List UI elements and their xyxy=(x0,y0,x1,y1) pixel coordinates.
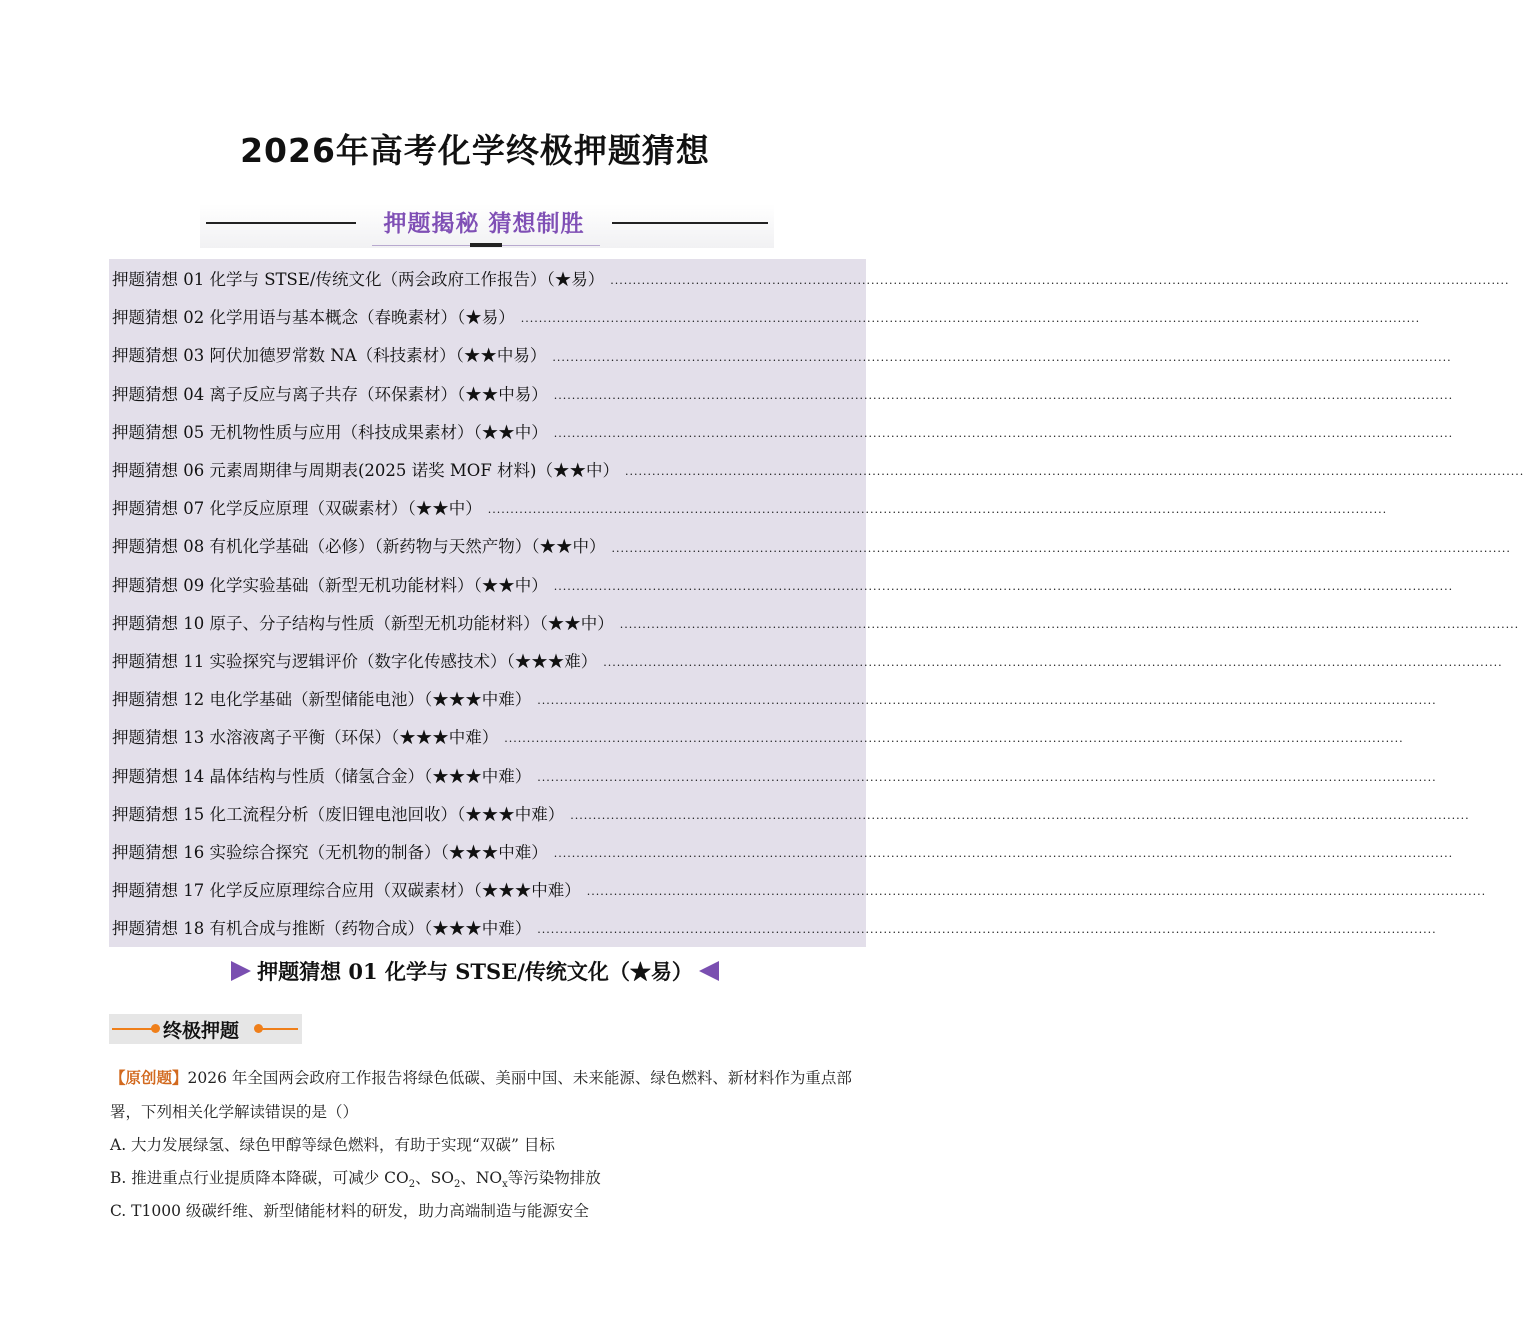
toc-item[interactable] xyxy=(109,488,1388,526)
label-left-dash xyxy=(112,1028,152,1030)
toc-item[interactable] xyxy=(109,641,1503,679)
toc-leader-dots: ........................................................................................................................................................................................................ xyxy=(553,579,1454,593)
table-of-contents xyxy=(109,259,1524,947)
toc-item[interactable] xyxy=(109,832,1454,870)
subscript: 2 xyxy=(408,1179,416,1191)
toc-item-text: 押题猜想 10 原子、分子结构与性质（新型无机功能材料）（★★中） xyxy=(112,613,614,633)
toc-item-text: 押题猜想 06 元素周期律与周期表(2025 诺奖 MOF 材料)（★★中） xyxy=(112,461,619,481)
document-title: 2026年高考化学终极押题猜想 xyxy=(240,131,710,170)
option-c: C. T1000 级碳纤维、新型储能材料的研发，助力高端制造与能源安全 xyxy=(110,1202,589,1220)
toc-item[interactable] xyxy=(109,259,1510,297)
label-text: 终极押题 xyxy=(163,1020,240,1042)
toc-item[interactable] xyxy=(109,679,1437,717)
toc-item-text: 押题猜想 05 无机物性质与应用（科技成果素材）（★★中） xyxy=(112,422,548,442)
toc-leader-dots: ........................................................................................................................................................................................................ xyxy=(624,465,1524,479)
toc-item[interactable] xyxy=(109,565,1454,603)
option-b-text: 等污染物排放 xyxy=(507,1169,601,1187)
question-label xyxy=(109,1014,302,1044)
option-b-text: B. 推进重点行业提质降本降碳，可减少 CO xyxy=(110,1169,409,1187)
toc-item-text: 押题猜想 15 化工流程分析（废旧锂电池回收）（★★★中难） xyxy=(112,804,565,824)
question-tag: 【原创题】 xyxy=(110,1069,188,1087)
banner-text: 押题揭秘 猜想制胜 xyxy=(383,211,585,237)
toc-leader-dots: ........................................................................................................................................................................................................ xyxy=(570,808,1470,822)
triangle-right-icon xyxy=(231,961,251,981)
toc-leader-dots: ........................................................................................................................................................................................................ xyxy=(610,274,1510,288)
banner-left-rule xyxy=(206,222,356,224)
toc-item-text: 押题猜想 08 有机化学基础（必修）（新药物与天然产物）（★★中） xyxy=(112,537,606,557)
toc-item-text: 押题猜想 11 实验探究与逻辑评价（数字化传感技术）（★★★难） xyxy=(112,651,598,671)
toc-item[interactable] xyxy=(109,297,1421,335)
toc-item-text: 押题猜想 12 电化学基础（新型储能电池）（★★★中难） xyxy=(112,690,532,710)
option-b-text: 、SO xyxy=(415,1169,454,1187)
toc-item-text: 押题猜想 09 化学实验基础（新型无机功能材料）（★★中） xyxy=(112,575,548,595)
section-banner xyxy=(200,204,774,248)
toc-leader-dots: ........................................................................................................................................................................................................ xyxy=(537,923,1437,937)
toc-leader-dots: ........................................................................................................................................................................................................ xyxy=(586,885,1487,899)
toc-item-text: 押题猜想 04 离子反应与离子共存（环保素材）（★★中易） xyxy=(112,384,548,404)
toc-item[interactable] xyxy=(109,908,1437,946)
subscript: 2 xyxy=(453,1179,461,1191)
toc-item-text: 押题猜想 01 化学与 STSE/传统文化（两会政府工作报告）（★易） xyxy=(112,270,605,290)
banner-underline-block xyxy=(470,243,502,247)
toc-leader-dots: ........................................................................................................................................................................................................ xyxy=(537,694,1437,708)
toc-item[interactable] xyxy=(109,450,1524,488)
toc-leader-dots: ........................................................................................................................................................................................................ xyxy=(619,617,1520,631)
subscript: x xyxy=(502,1179,508,1191)
toc-item-text: 押题猜想 03 阿伏加德罗常数 NA（科技素材）（★★中易） xyxy=(112,346,547,366)
section-heading xyxy=(0,956,950,986)
toc-item[interactable] xyxy=(109,755,1437,793)
toc-leader-dots: ........................................................................................................................................................................................................ xyxy=(553,426,1454,440)
toc-leader-dots: ........................................................................................................................................................................................................ xyxy=(603,656,1503,670)
toc-item[interactable] xyxy=(109,603,1520,641)
toc-item[interactable] xyxy=(109,870,1487,908)
toc-leader-dots: ........................................................................................................................................................................................................ xyxy=(553,388,1454,402)
toc-item[interactable] xyxy=(109,412,1454,450)
toc-leader-dots: ........................................................................................................................................................................................................ xyxy=(537,770,1437,784)
toc-item-text: 押题猜想 14 晶体结构与性质（储氢合金）（★★★中难） xyxy=(112,766,532,786)
toc-leader-dots: ........................................................................................................................................................................................................ xyxy=(504,732,1404,746)
toc-leader-dots: ........................................................................................................................................................................................................ xyxy=(611,541,1511,555)
toc-item[interactable] xyxy=(109,374,1454,412)
toc-item-text: 押题猜想 02 化学用语与基本概念（春晚素材）（★易） xyxy=(112,308,515,328)
triangle-left-icon xyxy=(699,961,719,981)
toc-leader-dots: ........................................................................................................................................................................................................ xyxy=(487,503,1388,517)
option-b-text: 、NO xyxy=(460,1169,503,1187)
question-stem xyxy=(110,1061,866,1129)
label-left-dot-icon xyxy=(151,1024,160,1033)
toc-item[interactable] xyxy=(109,794,1470,832)
toc-leader-dots: ........................................................................................................................................................................................................ xyxy=(520,312,1421,326)
option-b xyxy=(110,1166,866,1190)
toc-item-text: 押题猜想 17 化学反应原理综合应用（双碳素材）（★★★中难） xyxy=(112,881,581,901)
toc-leader-dots: ........................................................................................................................................................................................................ xyxy=(552,350,1452,364)
option-a: A. 大力发展绿氢、绿色甲醇等绿色燃料，有助于实现“双碳” 目标 xyxy=(110,1136,555,1154)
toc-item[interactable] xyxy=(109,335,1452,373)
toc-item-text: 押题猜想 07 化学反应原理（双碳素材）（★★中） xyxy=(112,499,482,519)
toc-item[interactable] xyxy=(109,717,1404,755)
toc-item-text: 押题猜想 18 有机合成与推断（药物合成）（★★★中难） xyxy=(112,919,532,939)
section-heading-text: 押题猜想 01 化学与 STSE/传统文化（★易） xyxy=(257,959,693,984)
toc-leader-dots: ........................................................................................................................................................................................................ xyxy=(553,847,1454,860)
toc-item[interactable] xyxy=(109,526,1511,564)
label-right-dash xyxy=(262,1028,298,1030)
toc-item-text: 押题猜想 13 水溶液离子平衡（环保）（★★★中难） xyxy=(112,728,499,748)
question-text: 2026 年全国两会政府工作报告将绿色低碳、美丽中国、未来能源、绿色燃料、新材料作为重点部署，下列相关化学解读错误的是（） xyxy=(110,1069,852,1121)
toc-item-text: 押题猜想 16 实验综合探究（无机物的制备）（★★★中难） xyxy=(112,842,548,862)
banner-right-rule xyxy=(612,222,768,224)
